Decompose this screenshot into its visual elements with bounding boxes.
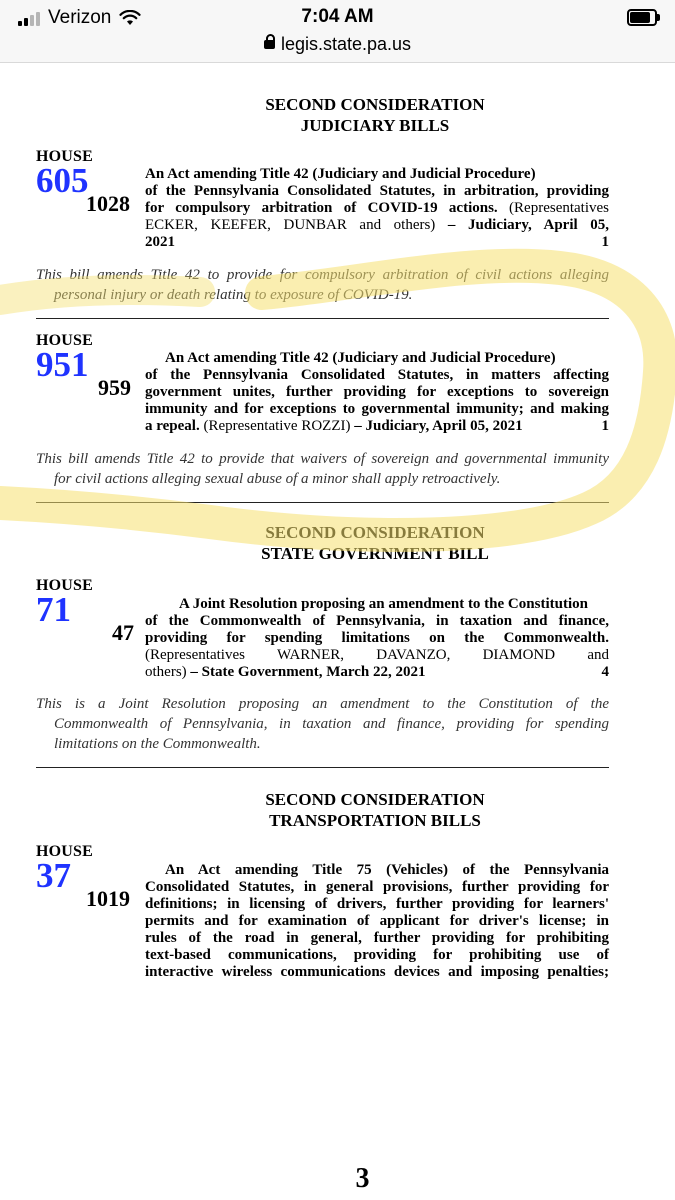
section-heading-line2: TRANSPORTATION BILLS xyxy=(269,811,481,830)
bill-text-line: An Act amending Title 75 (Vehicles) of the Pennsylvania xyxy=(165,862,609,878)
bill-text-line: An Act amending Title 42 (Judiciary and Judicial Procedure) xyxy=(145,166,536,182)
bill-chamber-label: HOUSE xyxy=(36,843,94,860)
battery-level xyxy=(630,12,650,23)
section-heading-line1: SECOND CONSIDERATION xyxy=(265,523,485,542)
bill-sponsors: ECKER, KEEFER, DUNBAR and others) xyxy=(145,217,436,233)
bill-text-line: (Representatives xyxy=(509,200,610,216)
bill-text-line: An Act amending Title 42 (Judiciary and Judicial Procedure) xyxy=(165,350,556,366)
bill-number[interactable]: 37 xyxy=(36,856,71,895)
bill-committee: – Judiciary, April 05, xyxy=(447,217,609,233)
bill-text-line: providing for spending limitations on the Commonwealth. xyxy=(145,630,609,646)
printer-number: 1028 xyxy=(86,191,130,216)
bill-sponsors: (Representative ROZZI) xyxy=(203,418,351,434)
bill-text-line: of the Pennsylvania Consolidated Statutes, in arbitration, providing xyxy=(145,183,609,199)
summary-line: This is a Joint Resolution proposing an amendment to the Constitution of the xyxy=(36,696,609,712)
bill-text-line: immunity and for exceptions to governmental immunity; and making xyxy=(145,401,609,417)
bill-chamber-label: HOUSE xyxy=(36,148,94,165)
bill-text-line: Consolidated Statutes, in general provisions, further providing for xyxy=(145,879,609,895)
bill-number[interactable]: 951 xyxy=(36,345,89,384)
bill-text-line: government unites, further providing for exceptions to sovereign xyxy=(145,384,609,400)
section-heading-line1: SECOND CONSIDERATION xyxy=(265,95,485,114)
printer-number: 47 xyxy=(112,620,134,645)
bill-committee: – Judiciary, April 05, 2021 xyxy=(354,418,523,434)
summary-line: for civil actions alleging sexual abuse of a minor shall apply retroactively. xyxy=(54,471,501,487)
section-heading-state-government xyxy=(0,522,675,564)
bill-sponsors-cont: others) xyxy=(145,664,187,680)
section-heading-line1: SECOND CONSIDERATION xyxy=(265,790,485,809)
section-heading-judiciary xyxy=(0,94,675,136)
url-text: legis.state.pa.us xyxy=(280,34,412,54)
bill-committee: – State Government, March 22, 2021 xyxy=(190,664,426,680)
bill-text-line: rules of the road in general, further providing for prohibiting xyxy=(145,930,609,946)
bill-number[interactable]: 605 xyxy=(36,161,89,200)
bill-summary xyxy=(36,265,609,305)
bill-text-line: definitions; in licensing of drivers, further providing for learners' xyxy=(145,896,609,912)
bill-text-line: of the Commonwealth of Pennsylvania, in taxation and finance, xyxy=(145,613,609,629)
printer-number: 1019 xyxy=(86,886,130,911)
section-heading-transportation xyxy=(0,789,675,831)
bill-text-line: permits and for examination of applicant for driver's license; in xyxy=(145,913,609,929)
divider xyxy=(36,767,609,768)
bill-sponsors: (Representatives WARNER, DAVANZO, DIAMOND and xyxy=(145,647,609,663)
summary-line: Commonwealth of Pennsylvania, in taxation and finance, providing for spending xyxy=(54,716,609,732)
divider xyxy=(36,318,609,319)
address-bar[interactable] xyxy=(0,34,675,55)
section-heading-line2: STATE GOVERNMENT BILL xyxy=(261,544,489,563)
bill-text-line: of the Pennsylvania Consolidated Statutes, in matters affecting xyxy=(145,367,609,383)
summary-line: This bill amends Title 42 to provide that waivers of sovereign and governmental immunity xyxy=(36,451,609,467)
bill-description xyxy=(145,350,609,435)
bill-summary xyxy=(36,449,609,489)
printer-number: 959 xyxy=(98,375,131,400)
bill-chamber-label: HOUSE xyxy=(36,332,94,349)
bill-text-line: A Joint Resolution proposing an amendment to the Constitution xyxy=(179,596,588,612)
page-number: 3 xyxy=(355,1163,370,1194)
battery-icon xyxy=(627,9,657,26)
bill-text-line: for compulsory arbitration of COVID-19 actions. xyxy=(145,200,498,216)
bill-text-line: interactive wireless communications devices and imposing penalties; xyxy=(145,964,609,980)
bill-text-line: 2021 xyxy=(145,234,175,250)
bill-number[interactable]: 71 xyxy=(36,590,71,629)
bill-text-line: text-based communications, providing for prohibiting use of xyxy=(145,947,609,963)
bill-page-ref: 1 xyxy=(601,234,609,250)
carrier-name: Verizon xyxy=(48,7,112,28)
lock-icon xyxy=(264,40,275,49)
bill-summary xyxy=(36,694,609,754)
section-heading-line2: JUDICIARY BILLS xyxy=(300,116,450,135)
status-bar xyxy=(0,0,675,63)
summary-line: personal injury or death relating to exposure of COVID-19. xyxy=(54,287,413,303)
bill-text-line: a repeal. xyxy=(145,418,200,434)
divider xyxy=(36,502,609,503)
status-time: 7:04 AM xyxy=(301,6,374,27)
bill-description-cont xyxy=(145,183,609,251)
bill-chamber-label: HOUSE xyxy=(36,577,94,594)
summary-line: This bill amends Title 42 to provide for compulsory arbitration of civil actions alleging xyxy=(36,267,609,283)
bill-page-ref: 1 xyxy=(601,418,609,434)
bill-description xyxy=(145,862,609,981)
bill-page-ref: 4 xyxy=(601,664,609,680)
bill-description xyxy=(145,596,609,681)
bill-description xyxy=(145,166,609,183)
summary-line: limitations on the Commonwealth. xyxy=(54,736,261,752)
